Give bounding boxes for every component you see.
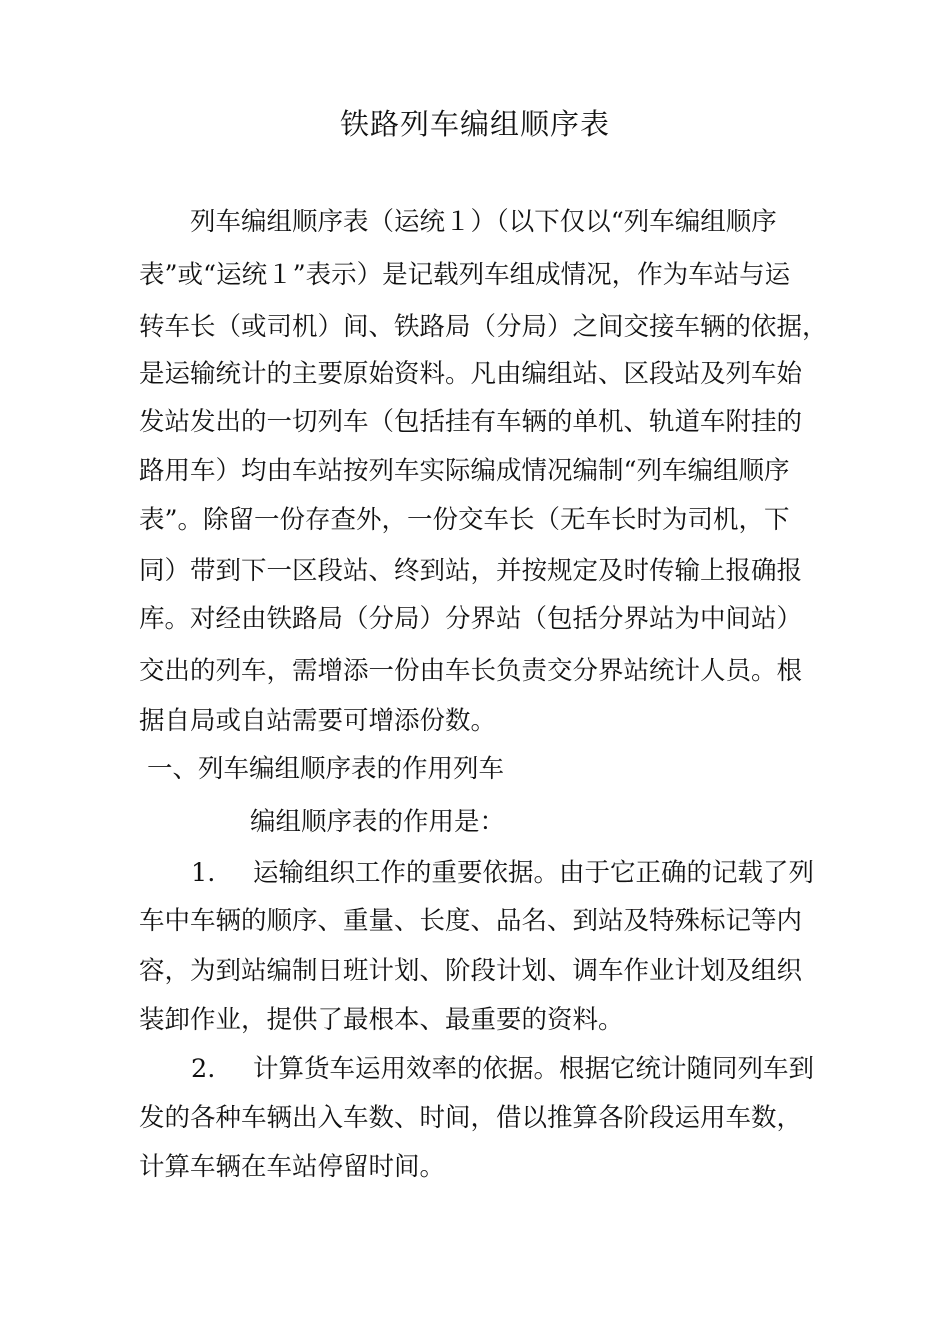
list-item-number: 1. — [191, 858, 216, 888]
list-item-text: 计算货车运用效率的依据。根据它统计随同列车到 — [253, 1054, 815, 1084]
list-item-text: 运输组织工作的重要依据。由于它正确的记载了列 — [253, 858, 815, 888]
list-item-line: 车中车辆的顺序、重量、长度、品名、到站及特殊标记等内 — [139, 906, 803, 936]
document-title: 铁路列车编组顺序表 — [339, 107, 610, 141]
list-item-line: 发的各种车辆出入车数、时间，借以推算各阶段运用车数， — [139, 1103, 803, 1133]
section-subheading: 编组顺序表的作用是： — [250, 807, 506, 837]
list-item-line: 计算车辆在车站停留时间。 — [139, 1152, 446, 1182]
intro-line: 转车长（或司机）间、铁路局（分局）之间交接车辆的依据， — [139, 312, 828, 342]
intro-line: 路用车）均由车站按列车实际编成情况编制“列车编组顺序 — [139, 456, 790, 486]
intro-line: 表”或“运统１”表示）是记载列车组成情况，作为车站与运 — [139, 260, 791, 290]
intro-line: 列车编组顺序表（运统１）（以下仅以“列车编组顺序 — [190, 207, 777, 237]
intro-line: 据自局或自站需要可增添份数。 — [139, 706, 497, 736]
list-item-line: 容，为到站编制日班计划、阶段计划、调车作业计划及组织 — [139, 956, 803, 986]
intro-line: 同）带到下一区段站、终到站，并按规定及时传输上报确报 — [139, 556, 803, 586]
intro-line: 库。对经由铁路局（分局）分界站（包括分界站为中间站） — [139, 604, 803, 634]
list-item-first-line — [191, 1051, 814, 1087]
intro-line: 表”。除留一份存查外，一份交车长（无车长时为司机，下 — [139, 505, 790, 535]
intro-line: 是运输统计的主要原始资料。凡由编组站、区段站及列车始 — [139, 359, 803, 389]
list-item-first-line — [191, 855, 814, 891]
intro-line: 交出的列车，需增添一份由车长负责交分界站统计人员。根 — [139, 656, 803, 686]
intro-line: 发站发出的一切列车（包括挂有车辆的单机、轨道车附挂的 — [139, 407, 803, 437]
section-heading: 一、列车编组顺序表的作用列车 — [147, 754, 505, 784]
list-item-line: 装卸作业，提供了最根本、最重要的资料。 — [139, 1005, 624, 1035]
list-item-number: 2. — [191, 1054, 216, 1084]
